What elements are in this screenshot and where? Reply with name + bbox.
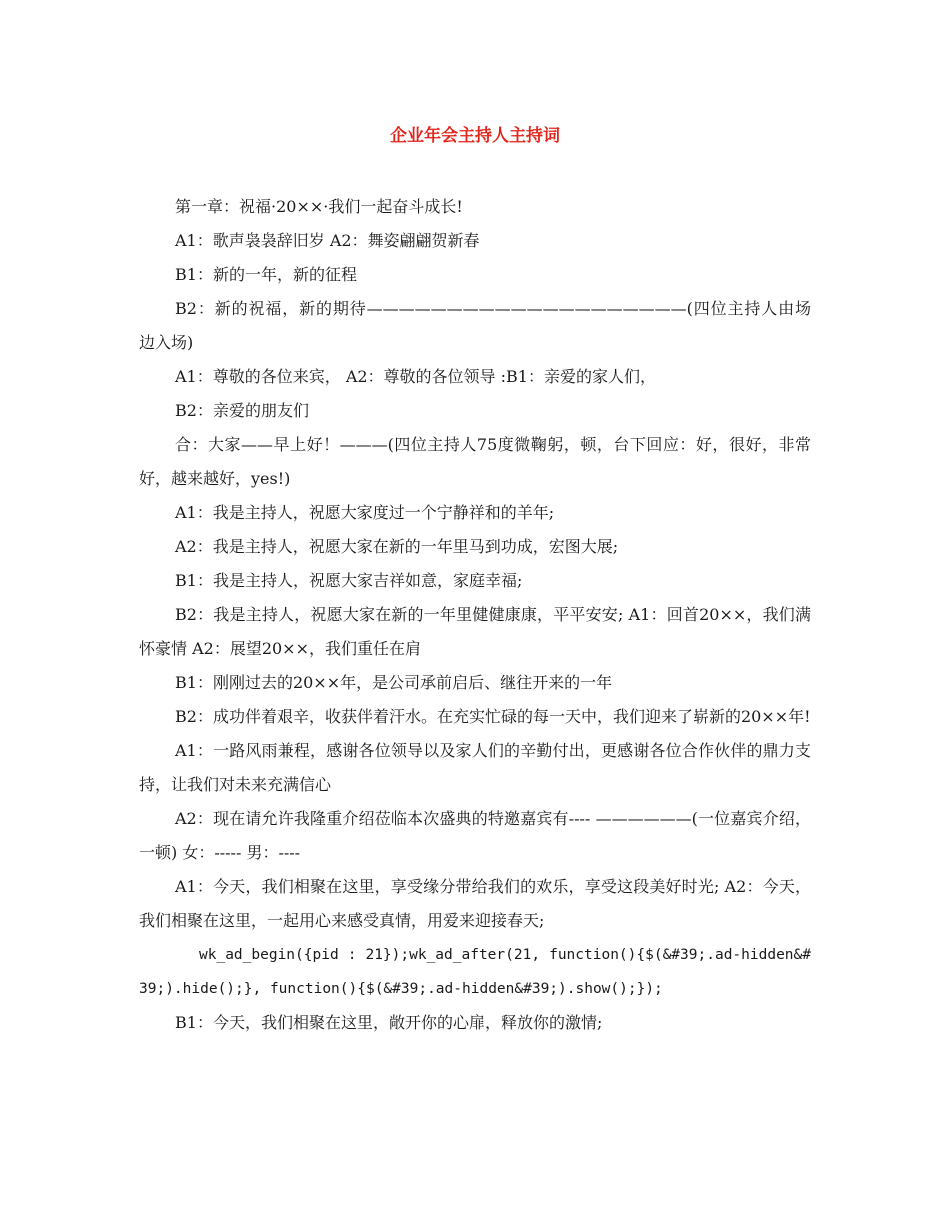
paragraph: B1：今天，我们相聚在这里，敞开你的心扉，释放你的激情; [175, 1013, 603, 1032]
paragraph: A1：我是主持人，祝愿大家度过一个宁静祥和的羊年; [175, 503, 555, 522]
paragraph: B1：刚刚过去的20××年，是公司承前启后、继往开来的一年 [175, 673, 613, 692]
paragraph: B2：成功伴着艰辛，收获伴着汗水。在充实忙碌的每一天中，我们迎来了崭新的20××年! [175, 707, 811, 726]
paragraph: B2：新的祝福，新的期待————————————————————(四位主持人由场边入场) [139, 299, 811, 352]
paragraph: 合：大家——早上好！———(四位主持人75度微鞠躬，顿，台下回应：好，很好，非常好，越来越好，yes!) [139, 435, 811, 488]
paragraph: A1：歌声袅袅辞旧岁 A2：舞姿翩翩贺新春 [175, 231, 480, 250]
paragraph: A2：我是主持人，祝愿大家在新的一年里马到功成，宏图大展; [175, 537, 619, 556]
paragraph-chapter-heading: 第一章：祝福·20××·我们一起奋斗成长! [175, 197, 463, 216]
paragraph: A1：一路风雨兼程，感谢各位领导以及家人们的辛勤付出，更感谢各位合作伙伴的鼎力支持，让我们对未来充满信心 [139, 741, 811, 794]
paragraph: A2：现在请允许我隆重介绍莅临本次盛典的特邀嘉宾有---- ——————(一位嘉宾介绍，一顿) 女：----- 男：---- [139, 809, 811, 862]
paragraph: B1：我是主持人，祝愿大家吉祥如意，家庭幸福; [175, 571, 523, 590]
paragraph: A1：今天，我们相聚在这里，享受缘分带给我们的欢乐，享受这段美好时光; A2：今天，我们相聚在这里，一起用心来感受真情，用爱来迎接春天; [139, 877, 811, 930]
document-title: 企业年会主持人主持词 [390, 126, 560, 146]
paragraph: B1：新的一年，新的征程 [175, 265, 357, 284]
paragraph: B2：亲爱的朋友们 [175, 401, 309, 420]
paragraph: B2：我是主持人，祝愿大家在新的一年里健健康康，平平安安; A1：回首20××，我们满怀豪情 A2：展望20××，我们重任在肩 [139, 605, 811, 658]
document-body [139, 190, 811, 1040]
paragraph: A1：尊敬的各位来宾， A2：尊敬的各位领导 :B1：亲爱的家人们， [175, 367, 656, 386]
paragraph-ad-script-text: wk_ad_begin({pid : 21});wk_ad_after(21, function(){$(&#39;.ad-hidden&#39;).hide();}, function(){$(&#39;.ad-hidden&#39;).show();}); [139, 947, 811, 997]
